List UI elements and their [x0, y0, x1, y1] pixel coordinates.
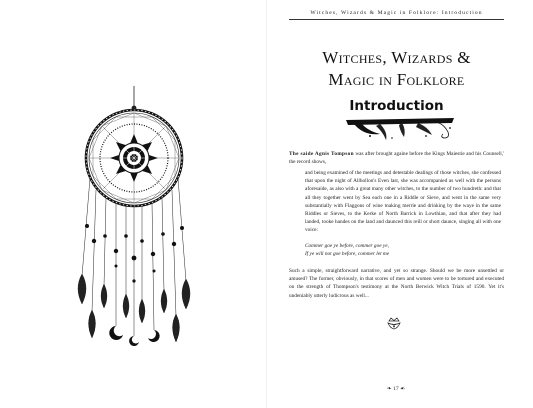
section-heading: Introduction — [349, 98, 444, 114]
verse-line-2: If ye will not goe before, commer let me — [305, 251, 390, 258]
paragraph-2: Such a simple, straightforward narrative, and yet so strange. Should we be more unsettled or amused? The former, obviously, in that scores of men and women were to be tortured and executed on the strength of Thompson's testimony at the North Berwick Witch Trials of 1590. Yet it's undeniably utterly ludicrous as well... — [289, 268, 504, 299]
folio-number: 17 — [393, 386, 399, 392]
folio-left-ornament-icon: ❧ — [386, 386, 392, 392]
page-number — [371, 386, 421, 392]
running-head-rule — [289, 19, 504, 20]
verse-line-1: Commer goe ye before, commer goe ye, — [305, 243, 389, 249]
crowned-ornament-icon — [386, 317, 402, 330]
folio-right-ornament-icon: ☙ — [400, 386, 406, 392]
paragraph-1-text: was after brought againe before the Kings Maiestie and his Counsell,' the record shows, — [289, 151, 504, 166]
chapter-title-line-2: Magic in Folklore — [328, 70, 465, 89]
dreamcatcher-illustration — [60, 86, 210, 351]
paragraph-1 — [289, 150, 504, 166]
block-quote: and being examined of the meetings and detestable dealings of those witches, she confessed that upon the night of Allhollon's Even last, she was accompanied as well with the persons aforesaide, as also with a great many other witches, to the number of two hundreth: and that all they together went by Sea each one in a Riddle or Sieve, and went in the same very substantially with Flaggons of wine making merrie and drinking by the waye in the same Riddles or Sieves, to the Kerke of North Barrick in Lowthian, and that after they had landed, tooke handes on the land and daunced this reill or short daunce, singing all with one voice: — [305, 170, 501, 234]
ink-flourish-ornament — [340, 114, 460, 142]
paragraph-1-lead: The saide Agnis Tompson — [289, 151, 354, 157]
left-page — [0, 0, 266, 408]
verse — [305, 242, 485, 258]
running-head: Witches, Wizards & Magic in Folklore: Introduction — [310, 10, 483, 16]
chapter-title-line-1: Witches, Wizards & — [322, 48, 471, 67]
